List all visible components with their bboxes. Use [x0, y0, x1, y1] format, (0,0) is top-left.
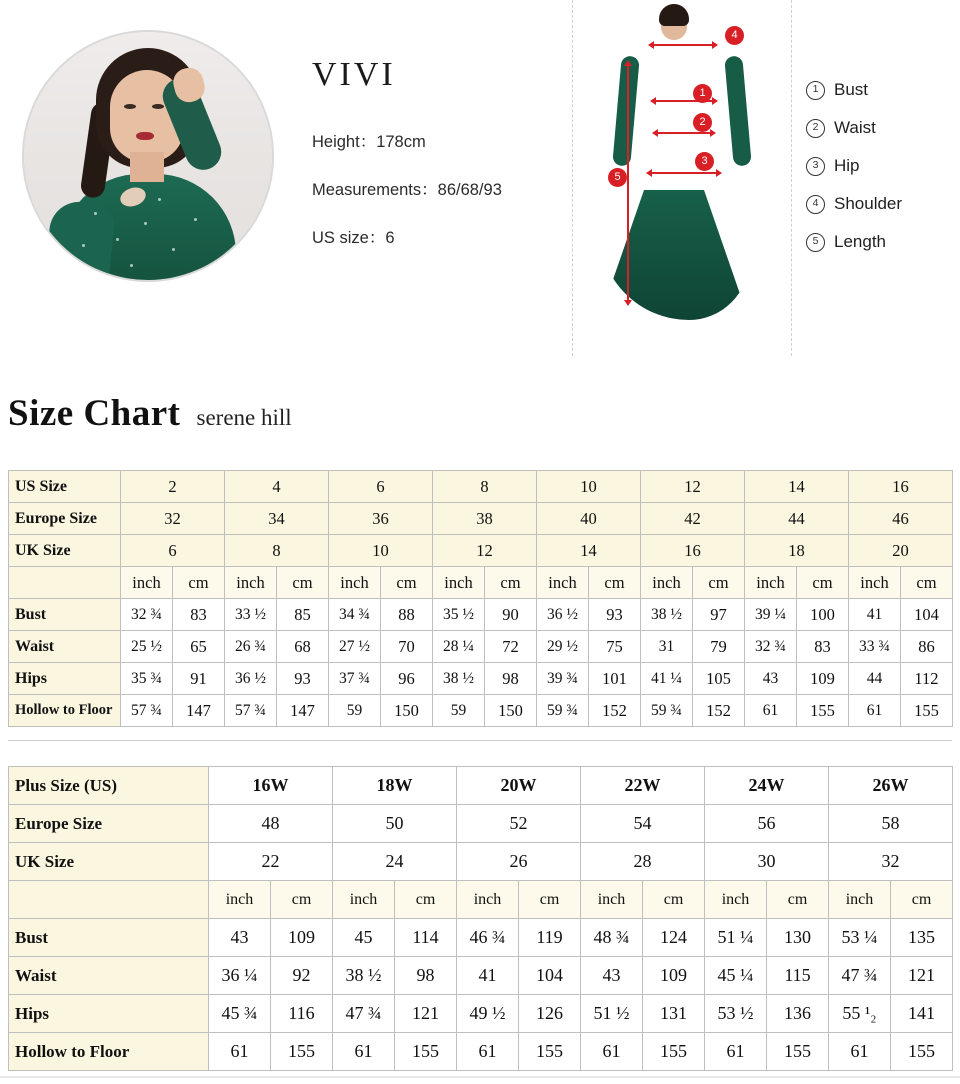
- table-row-hollow-to-floor: [9, 695, 953, 727]
- plus-unit-3: cm: [395, 881, 457, 919]
- measurements-value: 86/68/93: [437, 181, 502, 199]
- legend-item-hip: [806, 156, 956, 176]
- legend-item-length: [806, 232, 956, 252]
- cell-us-size-7: 16: [849, 471, 953, 503]
- cell-plus-bust-4: 46 ¾: [457, 919, 519, 957]
- legend-label-shoulder: Shoulder: [834, 194, 903, 213]
- cell-plus-hollow-11: 155: [891, 1033, 953, 1071]
- unit-9: cm: [589, 567, 641, 599]
- unit-15: cm: [901, 567, 953, 599]
- row-label-plus-units: [9, 881, 209, 919]
- plus-unit-9: cm: [767, 881, 829, 919]
- cell-plus-bust-7: 124: [643, 919, 705, 957]
- cell-uk-size-1: 8: [225, 535, 329, 567]
- cell-bust-0: 32 ¾: [121, 599, 173, 631]
- cell-plus-size-4: 24W: [705, 767, 829, 805]
- legend-label-length: Length: [834, 232, 886, 251]
- cell-hollow-4: 59: [329, 695, 381, 727]
- cell-waist-8: 29 ½: [537, 631, 589, 663]
- cell-plus-hips-0: 45 ¾: [209, 995, 271, 1033]
- brand-name: VIVI: [312, 56, 396, 93]
- row-label-plus-size: Plus Size (US): [9, 767, 209, 805]
- cell-bust-5: 88: [381, 599, 433, 631]
- cell-plus-eu-5: 58: [829, 805, 953, 843]
- table-row-plus-europe-size: [9, 805, 953, 843]
- plus-unit-0: inch: [209, 881, 271, 919]
- cell-waist-2: 26 ¾: [225, 631, 277, 663]
- cell-eu-size-2: 36: [329, 503, 433, 535]
- cell-hips-9: 101: [589, 663, 641, 695]
- unit-4: inch: [329, 567, 381, 599]
- table-row-plus-uk-size: [9, 843, 953, 881]
- cell-plus-hips-2: 47 ¾: [333, 995, 395, 1033]
- cell-hips-15: 112: [901, 663, 953, 695]
- cell-waist-13: 83: [797, 631, 849, 663]
- cell-hollow-0: 57 ¾: [121, 695, 173, 727]
- cell-plus-hips-11: 141: [891, 995, 953, 1033]
- page-title: Size Chart: [8, 393, 181, 434]
- plus-unit-7: cm: [643, 881, 705, 919]
- model-height-row: [312, 128, 572, 152]
- cell-us-size-1: 4: [225, 471, 329, 503]
- plus-unit-8: inch: [705, 881, 767, 919]
- cell-plus-bust-11: 135: [891, 919, 953, 957]
- model-illustration: [24, 32, 272, 280]
- cell-hips-14: 44: [849, 663, 901, 695]
- legend-number-4: 4: [806, 195, 825, 214]
- cell-hollow-3: 147: [277, 695, 329, 727]
- cell-plus-hips-4: 49 ½: [457, 995, 519, 1033]
- cell-bust-11: 97: [693, 599, 745, 631]
- cell-hips-10: 41 ¼: [641, 663, 693, 695]
- height-value: 178cm: [376, 133, 426, 151]
- cell-eu-size-7: 46: [849, 503, 953, 535]
- cell-hollow-13: 155: [797, 695, 849, 727]
- cell-bust-10: 38 ½: [641, 599, 693, 631]
- cell-plus-hips-8: 53 ½: [705, 995, 767, 1033]
- table-row-plus-waist: [9, 957, 953, 995]
- cell-hips-12: 43: [745, 663, 797, 695]
- cell-waist-14: 33 ¾: [849, 631, 901, 663]
- cell-hips-4: 37 ¾: [329, 663, 381, 695]
- cell-us-size-6: 14: [745, 471, 849, 503]
- row-label-hollow-to-floor: Hollow to Floor: [9, 695, 121, 727]
- cell-plus-bust-1: 109: [271, 919, 333, 957]
- table-row-bust: [9, 599, 953, 631]
- size-chart-heading: [8, 392, 292, 435]
- cell-plus-hips-9: 136: [767, 995, 829, 1033]
- cell-uk-size-4: 14: [537, 535, 641, 567]
- cell-plus-bust-2: 45: [333, 919, 395, 957]
- badge-shoulder: 4: [725, 26, 744, 45]
- cell-bust-13: 100: [797, 599, 849, 631]
- plus-size-table: [8, 766, 953, 1071]
- cell-hollow-10: 59 ¾: [641, 695, 693, 727]
- cell-hollow-14: 61: [849, 695, 901, 727]
- unit-14: inch: [849, 567, 901, 599]
- row-label-plus-europe-size: Europe Size: [9, 805, 209, 843]
- us-size-value: 6: [385, 229, 395, 247]
- cell-hips-3: 93: [277, 663, 329, 695]
- cell-bust-6: 35 ½: [433, 599, 485, 631]
- model-measurements-row: [312, 176, 572, 200]
- model-spec-block: [312, 56, 572, 272]
- cell-hollow-1: 147: [173, 695, 225, 727]
- height-label: Height：: [312, 133, 377, 151]
- cell-plus-hips-3: 121: [395, 995, 457, 1033]
- cell-plus-uk-5: 32: [829, 843, 953, 881]
- row-label-plus-hips: Hips: [9, 995, 209, 1033]
- row-label-waist: Waist: [9, 631, 121, 663]
- cell-hollow-9: 152: [589, 695, 641, 727]
- cell-plus-bust-3: 114: [395, 919, 457, 957]
- shoulder-arrow: [653, 44, 713, 46]
- us-size-label: US size：: [312, 229, 386, 247]
- plus-unit-11: cm: [891, 881, 953, 919]
- unit-1: cm: [173, 567, 225, 599]
- table-row-europe-size: [9, 503, 953, 535]
- cell-hips-13: 109: [797, 663, 849, 695]
- cell-plus-hips-5: 126: [519, 995, 581, 1033]
- badge-bust: 1: [693, 84, 712, 103]
- row-label-uk-size: UK Size: [9, 535, 121, 567]
- cell-bust-7: 90: [485, 599, 537, 631]
- cell-plus-waist-1: 92: [271, 957, 333, 995]
- cell-plus-bust-8: 51 ¼: [705, 919, 767, 957]
- legend-number-3: 3: [806, 157, 825, 176]
- cell-plus-hollow-9: 155: [767, 1033, 829, 1071]
- cell-us-size-0: 2: [121, 471, 225, 503]
- cell-eu-size-1: 34: [225, 503, 329, 535]
- cell-uk-size-0: 6: [121, 535, 225, 567]
- cell-hips-6: 38 ½: [433, 663, 485, 695]
- row-label-plus-waist: Waist: [9, 957, 209, 995]
- cell-hollow-7: 150: [485, 695, 537, 727]
- unit-7: cm: [485, 567, 537, 599]
- unit-2: inch: [225, 567, 277, 599]
- cell-bust-12: 39 ¼: [745, 599, 797, 631]
- plus-unit-6: inch: [581, 881, 643, 919]
- cell-plus-hips-1: 116: [271, 995, 333, 1033]
- cell-plus-hollow-8: 61: [705, 1033, 767, 1071]
- legend-number-1: 1: [806, 81, 825, 100]
- plus-unit-4: inch: [457, 881, 519, 919]
- row-label-plus-hollow-to-floor: Hollow to Floor: [9, 1033, 209, 1071]
- cell-plus-waist-8: 45 ¼: [705, 957, 767, 995]
- cell-plus-waist-9: 115: [767, 957, 829, 995]
- cell-hollow-5: 150: [381, 695, 433, 727]
- unit-12: inch: [745, 567, 797, 599]
- table-row-plus-size: [9, 767, 953, 805]
- measurement-diagram: [572, 0, 792, 356]
- cell-hollow-15: 155: [901, 695, 953, 727]
- cell-plus-eu-2: 52: [457, 805, 581, 843]
- legend-item-shoulder: [806, 194, 956, 214]
- legend-item-bust: [806, 80, 956, 100]
- table-row-plus-hips: [9, 995, 953, 1033]
- cell-plus-hollow-3: 155: [395, 1033, 457, 1071]
- cell-uk-size-5: 16: [641, 535, 745, 567]
- plus-unit-2: inch: [333, 881, 395, 919]
- length-arrow: [627, 66, 629, 300]
- cell-plus-waist-7: 109: [643, 957, 705, 995]
- cell-plus-waist-11: 121: [891, 957, 953, 995]
- cell-hips-5: 96: [381, 663, 433, 695]
- cell-waist-9: 75: [589, 631, 641, 663]
- unit-5: cm: [381, 567, 433, 599]
- page-subtitle: serene hill: [196, 405, 292, 430]
- standard-size-table: [8, 470, 953, 727]
- cell-plus-uk-0: 22: [209, 843, 333, 881]
- table-row-units: [9, 567, 953, 599]
- unit-11: cm: [693, 567, 745, 599]
- badge-waist: 2: [693, 113, 712, 132]
- table-row-us-size: [9, 471, 953, 503]
- cell-plus-bust-9: 130: [767, 919, 829, 957]
- cell-waist-10: 31: [641, 631, 693, 663]
- table-row-hips: [9, 663, 953, 695]
- cell-bust-15: 104: [901, 599, 953, 631]
- plus-unit-10: inch: [829, 881, 891, 919]
- cell-plus-uk-4: 30: [705, 843, 829, 881]
- unit-13: cm: [797, 567, 849, 599]
- cell-waist-11: 79: [693, 631, 745, 663]
- cell-us-size-5: 12: [641, 471, 745, 503]
- model-photo: [22, 30, 274, 282]
- cell-waist-5: 70: [381, 631, 433, 663]
- cell-waist-15: 86: [901, 631, 953, 663]
- legend-label-hip: Hip: [834, 156, 860, 175]
- table-row-uk-size: [9, 535, 953, 567]
- plus-unit-5: cm: [519, 881, 581, 919]
- hip-arrow: [651, 172, 717, 174]
- cell-uk-size-7: 20: [849, 535, 953, 567]
- cell-us-size-3: 8: [433, 471, 537, 503]
- legend-number-5: 5: [806, 233, 825, 252]
- cell-bust-8: 36 ½: [537, 599, 589, 631]
- cell-plus-hollow-2: 61: [333, 1033, 395, 1071]
- cell-hips-2: 36 ½: [225, 663, 277, 695]
- cell-plus-uk-1: 24: [333, 843, 457, 881]
- bottom-rule: [0, 1076, 960, 1078]
- plus-unit-1: cm: [271, 881, 333, 919]
- cell-eu-size-4: 40: [537, 503, 641, 535]
- cell-bust-2: 33 ½: [225, 599, 277, 631]
- cell-plus-size-5: 26W: [829, 767, 953, 805]
- unit-6: inch: [433, 567, 485, 599]
- row-label-units: [9, 567, 121, 599]
- row-label-europe-size: Europe Size: [9, 503, 121, 535]
- badge-length: 5: [608, 168, 627, 187]
- row-label-us-size: US Size: [9, 471, 121, 503]
- cell-plus-waist-3: 98: [395, 957, 457, 995]
- cell-hollow-2: 57 ¾: [225, 695, 277, 727]
- cell-plus-waist-4: 41: [457, 957, 519, 995]
- cell-plus-hollow-4: 61: [457, 1033, 519, 1071]
- cell-eu-size-0: 32: [121, 503, 225, 535]
- standard-size-table-wrapper: [8, 470, 952, 727]
- row-label-hips: Hips: [9, 663, 121, 695]
- cell-plus-hollow-0: 61: [209, 1033, 271, 1071]
- cell-plus-hollow-1: 155: [271, 1033, 333, 1071]
- table-row-plus-bust: [9, 919, 953, 957]
- cell-plus-waist-10: 47 ¾: [829, 957, 891, 995]
- unit-0: inch: [121, 567, 173, 599]
- cell-waist-12: 32 ¾: [745, 631, 797, 663]
- cell-bust-9: 93: [589, 599, 641, 631]
- cell-plus-waist-6: 43: [581, 957, 643, 995]
- unit-10: inch: [641, 567, 693, 599]
- cell-plus-bust-5: 119: [519, 919, 581, 957]
- cell-plus-hollow-10: 61: [829, 1033, 891, 1071]
- cell-plus-uk-2: 26: [457, 843, 581, 881]
- section-divider: [8, 740, 952, 741]
- table-row-plus-units: [9, 881, 953, 919]
- cell-plus-eu-3: 54: [581, 805, 705, 843]
- plus-size-table-wrapper: [8, 766, 952, 1071]
- cell-us-size-2: 6: [329, 471, 433, 503]
- cell-bust-1: 83: [173, 599, 225, 631]
- cell-bust-3: 85: [277, 599, 329, 631]
- cell-eu-size-3: 38: [433, 503, 537, 535]
- cell-plus-uk-3: 28: [581, 843, 705, 881]
- cell-eu-size-5: 42: [641, 503, 745, 535]
- cell-waist-7: 72: [485, 631, 537, 663]
- cell-plus-hips-7: 131: [643, 995, 705, 1033]
- cell-hollow-6: 59: [433, 695, 485, 727]
- cell-hips-1: 91: [173, 663, 225, 695]
- cell-plus-hollow-5: 155: [519, 1033, 581, 1071]
- unit-8: inch: [537, 567, 589, 599]
- legend-label-bust: Bust: [834, 80, 869, 99]
- cell-bust-4: 34 ¾: [329, 599, 381, 631]
- cell-waist-1: 65: [173, 631, 225, 663]
- cell-plus-eu-0: 48: [209, 805, 333, 843]
- measurements-label: Measurements：: [312, 181, 438, 199]
- cell-plus-hips-6: 51 ½: [581, 995, 643, 1033]
- cell-hips-8: 39 ¾: [537, 663, 589, 695]
- cell-plus-hollow-7: 155: [643, 1033, 705, 1071]
- cell-plus-bust-0: 43: [209, 919, 271, 957]
- cell-plus-waist-5: 104: [519, 957, 581, 995]
- cell-hollow-8: 59 ¾: [537, 695, 589, 727]
- cell-plus-eu-1: 50: [333, 805, 457, 843]
- cell-hips-0: 35 ¾: [121, 663, 173, 695]
- cell-uk-size-6: 18: [745, 535, 849, 567]
- cell-plus-waist-0: 36 ¼: [209, 957, 271, 995]
- cell-hips-11: 105: [693, 663, 745, 695]
- waist-arrow: [657, 132, 711, 134]
- cell-plus-size-3: 22W: [581, 767, 705, 805]
- cell-plus-bust-6: 48 ¾: [581, 919, 643, 957]
- cell-bust-14: 41: [849, 599, 901, 631]
- model-us-size-row: [312, 224, 572, 248]
- cell-uk-size-2: 10: [329, 535, 433, 567]
- legend-number-2: 2: [806, 119, 825, 138]
- cell-plus-size-1: 18W: [333, 767, 457, 805]
- cell-uk-size-3: 12: [433, 535, 537, 567]
- legend-label-waist: Waist: [834, 118, 876, 137]
- measurement-legend: [806, 80, 956, 270]
- model-info-section: [0, 0, 960, 370]
- row-label-bust: Bust: [9, 599, 121, 631]
- cell-waist-4: 27 ½: [329, 631, 381, 663]
- legend-item-waist: [806, 118, 956, 138]
- unit-3: cm: [277, 567, 329, 599]
- cell-plus-hips-10: 55 ¹₂: [829, 995, 891, 1033]
- cell-plus-hollow-6: 61: [581, 1033, 643, 1071]
- table-row-waist: [9, 631, 953, 663]
- cell-waist-3: 68: [277, 631, 329, 663]
- cell-plus-size-0: 16W: [209, 767, 333, 805]
- cell-eu-size-6: 44: [745, 503, 849, 535]
- cell-hollow-12: 61: [745, 695, 797, 727]
- cell-hips-7: 98: [485, 663, 537, 695]
- cell-plus-bust-10: 53 ¼: [829, 919, 891, 957]
- cell-hollow-11: 152: [693, 695, 745, 727]
- row-label-plus-bust: Bust: [9, 919, 209, 957]
- table-row-plus-hollow-to-floor: [9, 1033, 953, 1071]
- cell-us-size-4: 10: [537, 471, 641, 503]
- cell-waist-0: 25 ½: [121, 631, 173, 663]
- cell-waist-6: 28 ¼: [433, 631, 485, 663]
- row-label-plus-uk-size: UK Size: [9, 843, 209, 881]
- cell-plus-eu-4: 56: [705, 805, 829, 843]
- cell-plus-size-2: 20W: [457, 767, 581, 805]
- cell-plus-waist-2: 38 ½: [333, 957, 395, 995]
- badge-hip: 3: [695, 152, 714, 171]
